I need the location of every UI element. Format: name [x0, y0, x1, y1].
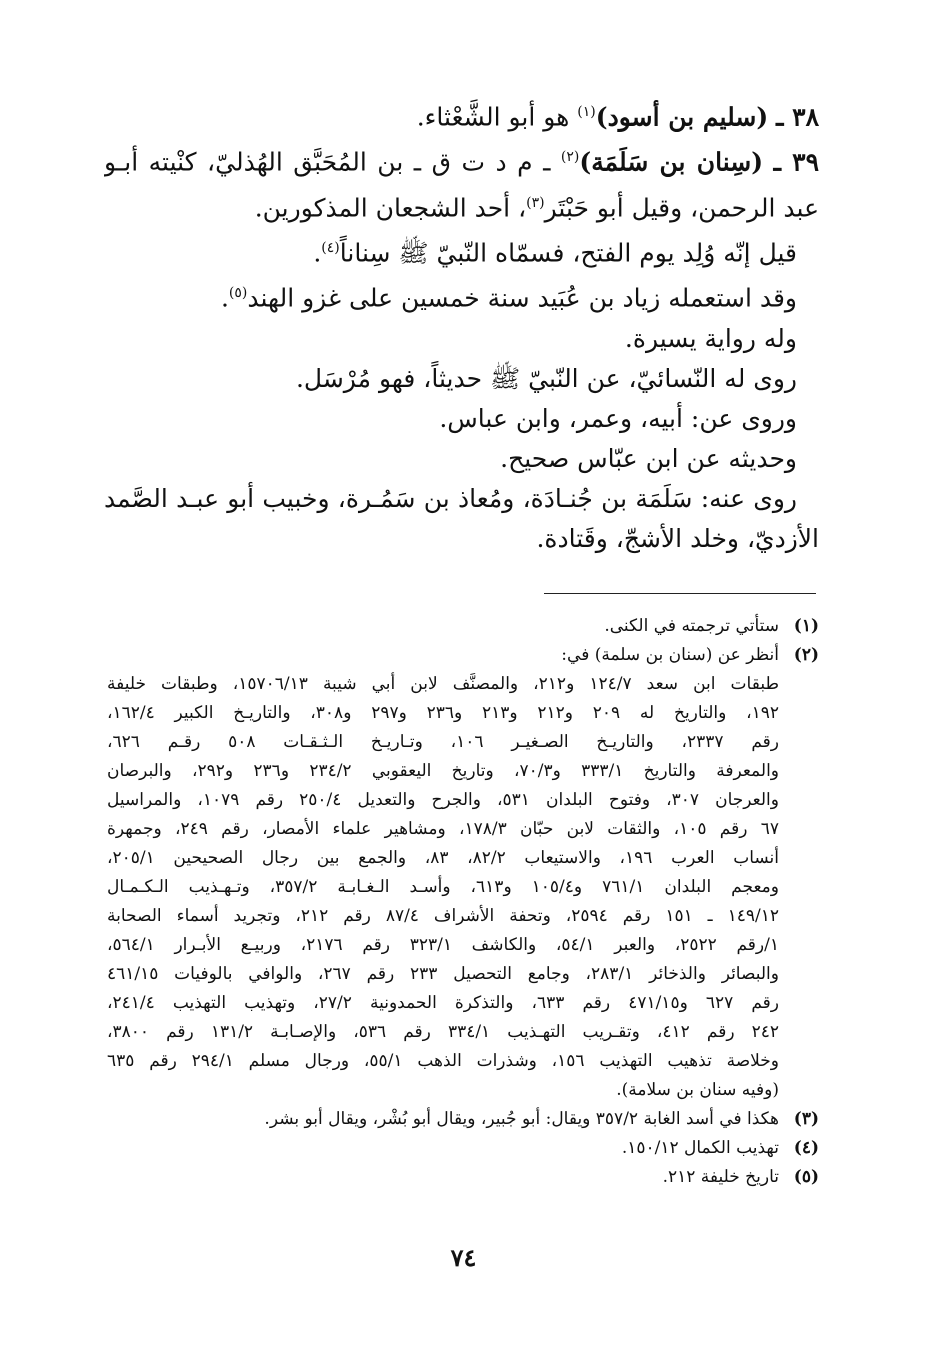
footnote-number: (١)	[793, 616, 819, 636]
entry-39-line-1	[104, 137, 819, 182]
footnote-1	[107, 612, 819, 641]
entry-39-line-5: وله رواية يسيرة.	[624, 323, 797, 353]
entry-text: ـ م د ت ق ـ بن المُحَبَّق الهُذليّ، كنْيته أبـو	[104, 147, 561, 177]
entry-number: ٣٨ ـ	[776, 102, 819, 132]
footnote-2-line: ١٤٩/١٢ ـ ١٥١ رقم ٢٥٩٤، وتحفة الأشراف ٨٧/٤ رقم ٢١٢، وتجريد أسماء الصحابة	[107, 906, 779, 926]
footnote-2	[107, 641, 819, 670]
footnote-2-line: رقم ٦٢٧ و٤٧١/١٥ رقم ٦٣٣، والتذكرة الحمدونية ٢٧/٢، وتهذيب التهذيب ٢٤١/٤،	[107, 993, 779, 1013]
entry-39-line-9: روى عنه: سَلَمَة بن جُنـادَة، ومُعاذ بن سَمُـرة، وخبيب أبو عبـد الصَّمد	[104, 483, 797, 513]
entry-text: هو أبو الشَّعْثاء.	[416, 102, 578, 132]
main-text	[104, 92, 819, 559]
entry-39-line-3	[104, 228, 819, 273]
footnote-2-line: طبقات ابن سعد ١٢٤/٧ و٢١٢، والمصنَّف لابن أبي شيبة ١٥٧٠٦/١٣، وطبقات خليفة	[107, 674, 779, 694]
text-span: .	[220, 283, 229, 313]
entry-39-line-4	[104, 273, 819, 318]
entry-39-line-2	[104, 183, 819, 228]
footnote-ref: (٢)	[560, 149, 580, 166]
footnote-number: (٥)	[793, 1167, 819, 1187]
footnote-2-line: والمعرفة والتاريخ ٣٣٣/١ و٧٠/٣، وتاريخ اليعقوبي ٢٣٤/٢ و٢٣٦ و٢٩٢، والبرصان	[107, 761, 779, 781]
footnote-2-line: والبصائر والذخائر ٢٨٣/١، وجامع التحصيل ٢٣٣ رقم ٢٦٧، والوافي بالوفيات ٤٦١/١٥	[107, 964, 779, 984]
text-span: قيل إنّه وُلِد يوم الفتح، فسمّاه النّبيّ ﷺ سِناناً	[339, 238, 797, 268]
footnote-number: (٣)	[793, 1109, 819, 1129]
footnote-3	[107, 1105, 819, 1134]
footnote-text: تاريخ خليفة ٢١٢.	[662, 1167, 779, 1187]
entry-39-line-10: الأزديّ، وخلد الأشجّ، وقَتادة.	[536, 523, 819, 553]
text-span: وقد استعمله زياد بن عُبَيد سنة خمسين على غزو الهند	[247, 283, 797, 313]
page-number: ٧٤	[450, 1243, 477, 1272]
entry-39-line-6: روى له النّسائيّ، عن النّبيّ ﷺ حديثاً، فهو مُرْسَل.	[295, 363, 797, 393]
footnote-text: هكذا في أسد الغابة ٣٥٧/٢ ويقال: أبو جُبير، ويقال أبو بُشْر، ويقال أبو بشر.	[264, 1109, 779, 1129]
footnote-number: (٤)	[793, 1138, 819, 1158]
entry-38	[104, 92, 819, 137]
footnote-2-line: ١/رقم ٢٥٢٢، والعبر ٥٤/١، والكاشف ٣٢٣/١ رقم ٢١٧٦، وربيـع الأبـرار ٥٦٤/١،	[107, 935, 780, 955]
footnote-number: (٢)	[793, 645, 819, 665]
footnote-2-line: (وفيه سنان بن سلامة).	[616, 1080, 779, 1100]
footnote-ref: (٥)	[228, 285, 248, 302]
footnote-4	[107, 1134, 819, 1163]
footnote-divider	[544, 593, 816, 594]
text-span: .	[313, 238, 322, 268]
footnote-2-line: والعرجان ٣٠٧، وفتوح البلدان ٥٣١، والجرح والتعديل ٢٥٠/٤ رقم ١٠٧٩، والمراسيل	[107, 790, 779, 810]
entry-name: (سليم بن أسود)	[595, 102, 769, 132]
entry-number: ٣٩ ـ	[773, 147, 819, 177]
footnote-2-line: ٢٤٢ رقم ٤١٢، وتقـريب التهـذيب ٣٣٤/١ رقم ٥٣٦، والإصـابـة ١٣١/٢ رقم ٣٨٠٠،	[107, 1022, 779, 1042]
footnote-text: تهذيب الكمال ١٥٠/١٢.	[621, 1138, 779, 1158]
text-span: ، أحد الشجعان المذكورين.	[254, 192, 527, 222]
entry-39-line-8: وحديثه عن ابن عبّاس صحيح.	[500, 443, 797, 473]
footnote-2-line: ٦٧ رقم ١٠٥، والثقات لابن حبّان ١٧٨/٣، ومشاهير علماء الأمصار، رقم ٢٤٩، وجمهرة	[107, 819, 779, 839]
footnotes	[107, 612, 819, 1192]
footnote-ref: (٤)	[321, 239, 340, 256]
entry-39-line-7: وروى عن: أبيه، وعمر، وابن عباس.	[439, 403, 797, 433]
footnote-2-line: أنساب العرب ١٩٦، والاستيعاب ٨٢/٢، ٨٣، والجمع بين رجال الصحيحين ٢٠٥/١،	[107, 848, 779, 868]
entry-name: (سِنان بن سَلَمَة)	[579, 147, 764, 177]
footnote-text: ستأتي ترجمته في الكنى.	[604, 616, 779, 636]
footnote-2-line: ١٩٢، والتاريخ له ٢٠٩ و٢١٢ و٢١٣ و٢٣٦ و٢٩٧ و٣٠٨، والتاريـخ الكبير ١٦٢/٤،	[107, 703, 779, 723]
footnote-5	[107, 1163, 819, 1192]
footnote-2-line: رقم ٢٣٣٧، والتاريـخ الصـغيـر ١٠٦، وتـاريـخ الـثـقـات ٥٠٨ رقـم ٦٢٦،	[107, 732, 779, 752]
footnote-ref: (٣)	[526, 194, 545, 211]
footnote-ref: (١)	[577, 104, 596, 120]
footnote-text: أنظر عن (سنان بن سلمة) في:	[561, 645, 779, 665]
footnote-2-line: ومعجم البلدان ٧٦١/١ و١٠٥/٤ و٦١٣، وأسـد الـغـابـة ٣٥٧/٢، وتـهـذيب الـكـمـال	[107, 877, 779, 897]
text-span: عبد الرحمن، وقيل أبو حَبْتَر	[544, 192, 819, 222]
footnote-2-line: وخلاصة تذهيب التهذيب ١٥٦، وشذرات الذهب ٥٥/١، ورجال مسلم ٢٩٤/١ رقم ٦٣٥	[107, 1051, 779, 1071]
